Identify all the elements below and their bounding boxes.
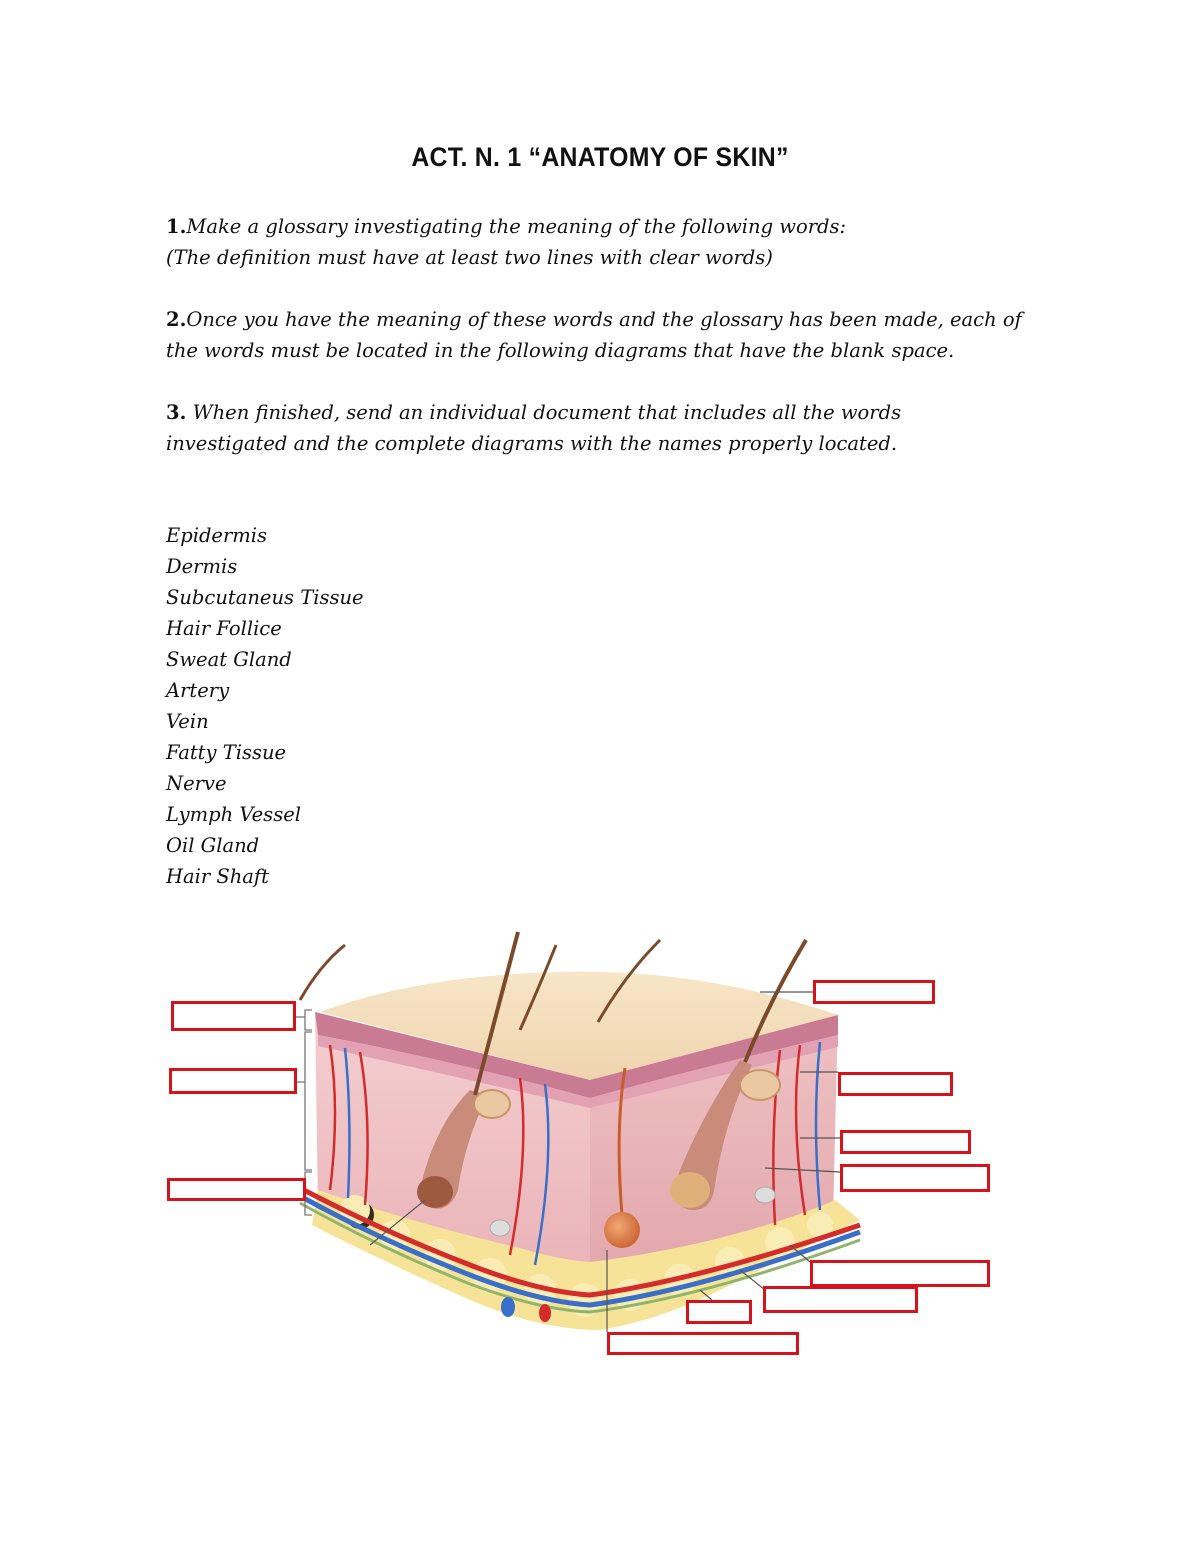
instruction-text: Once you have the meaning of these words and the glossary has been made, each of	[186, 308, 1022, 331]
epidermis-band	[590, 1015, 838, 1098]
skin-surface	[320, 972, 838, 1080]
blank-label-box[interactable]	[813, 980, 935, 1004]
instruction-3	[166, 397, 1066, 459]
blank-label-box[interactable]	[840, 1130, 971, 1154]
word-item: Dermis	[166, 555, 238, 578]
hair-follicle	[676, 1060, 752, 1210]
hair-shaft	[475, 932, 518, 1095]
word-list	[166, 520, 364, 892]
word-item: Hair Shaft	[166, 865, 269, 888]
blank-label-box[interactable]	[763, 1286, 918, 1313]
skin-right-face	[590, 1015, 838, 1275]
sweat-duct	[619, 1068, 625, 1215]
hair-shaft	[745, 940, 806, 1062]
word-item: Hair Follice	[166, 617, 282, 640]
oil-gland	[740, 1070, 780, 1100]
blank-label-box[interactable]	[810, 1260, 990, 1287]
word-item: Artery	[166, 679, 230, 702]
hair-shaft	[598, 940, 660, 1022]
instruction-1	[166, 211, 1066, 273]
blank-label-box[interactable]	[686, 1300, 752, 1324]
word-item: Lymph Vessel	[166, 803, 301, 826]
blank-label-box[interactable]	[838, 1072, 953, 1096]
word-item: Vein	[166, 710, 209, 733]
instruction-text: investigated and the complete diagrams with the names properly located.	[166, 432, 898, 455]
blank-label-box[interactable]	[169, 1068, 297, 1094]
instruction-number: 1.	[166, 215, 187, 238]
blank-label-box[interactable]	[840, 1164, 990, 1192]
instruction-text: When finished, send an individual document that includes all the words	[192, 401, 902, 424]
instruction-text: the words must be located in the following diagrams that have the blank space.	[166, 339, 955, 362]
word-item: Sweat Gland	[166, 648, 292, 671]
word-item: Epidermis	[166, 524, 268, 547]
word-item: Fatty Tissue	[166, 741, 287, 764]
page-title: ACT. N. 1 “ANATOMY OF SKIN”	[411, 142, 789, 172]
hair-shaft	[300, 945, 345, 1000]
word-item: Oil Gland	[166, 834, 260, 857]
instruction-text: Make a glossary investigating the meaning of the following words:	[186, 215, 847, 238]
artery-vessel	[300, 1188, 860, 1295]
word-item: Subcutaneus Tissue	[166, 586, 364, 609]
instruction-2	[166, 304, 1066, 366]
skin-left-face	[315, 1012, 590, 1276]
epidermis-band	[315, 1012, 590, 1098]
instruction-number: 2.	[166, 308, 187, 331]
instruction-number: 3.	[166, 401, 187, 424]
blank-label-box[interactable]	[171, 1001, 296, 1031]
blank-label-box[interactable]	[607, 1332, 799, 1355]
blank-label-box[interactable]	[167, 1178, 306, 1201]
hair-shaft	[520, 945, 556, 1030]
word-item: Nerve	[166, 772, 227, 795]
sweat-gland	[604, 1212, 640, 1248]
oil-gland	[474, 1090, 510, 1118]
hair-follicle	[421, 1090, 488, 1209]
instruction-text: (The definition must have at least two lines with clear words)	[166, 246, 773, 269]
